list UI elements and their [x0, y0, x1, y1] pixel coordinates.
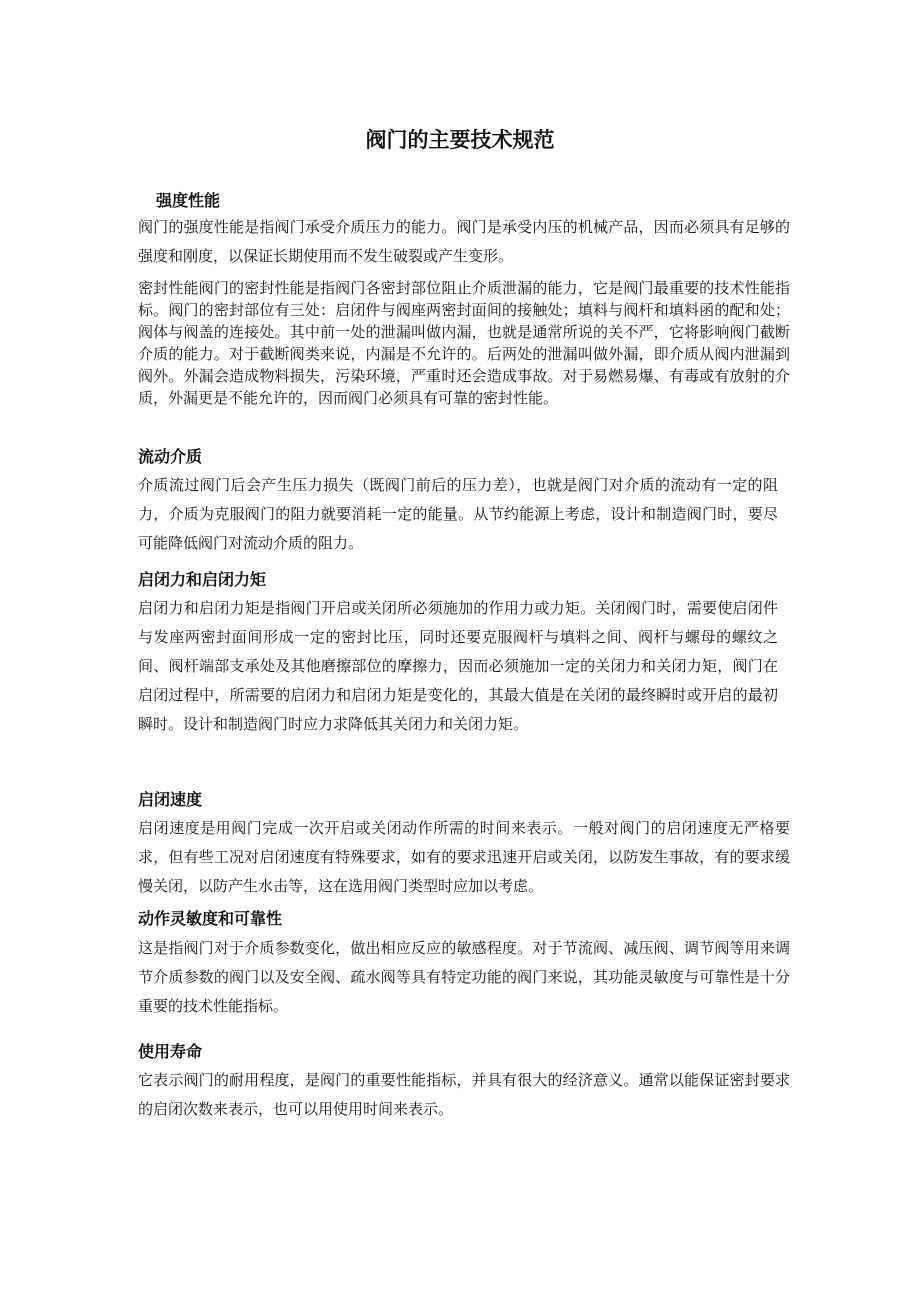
paragraph-service-life: 它表示阀门的耐用程度，是阀门的重要性能指标，并具有很大的经济意义。通常以能保证密封要求的启闭次数来表示，也可以用使用时间来表示。 — [138, 1071, 790, 1118]
section-heading-opening-speed: 启闭速度 — [138, 790, 203, 809]
paragraph-sensitivity: 这是指阀门对于介质参数变化，做出相应反应的敏感程度。对于节流阀、减压阀、调节阀等用来调节介质参数的阀门以及安全阀、疏水阀等具有特定功能的阀门来说，其功能灵敏度与可靠性是十分重要的技术性能指标。 — [138, 939, 790, 1015]
paragraph-strength: 阀门的强度性能是指阀门承受介质压力的能力。阀门是承受内压的机械产品，因而必须具有足够的强度和刚度，以保证长期使用而不发生破裂或产生变形。 — [138, 218, 790, 265]
section-heading-strength: 强度性能 — [156, 191, 221, 210]
paragraph-flow-medium: 介质流过阀门后会产生压力损失（既阀门前后的压力差），也就是阀门对介质的流动有一定的阻力，介质为克服阀门的阻力就要消耗一定的能量。从节约能源上考虑，设计和制造阀门时，要尽可能降低阀门对流动介质的阻力。 — [138, 476, 778, 552]
section-heading-service-life: 使用寿命 — [138, 1042, 203, 1061]
document-title: 阀门的主要技术规范 — [365, 128, 555, 152]
paragraph-sealing: 密封性能阀门的密封性能是指阀门各密封部位阻止介质泄漏的能力，它是阀门最重要的技术性能指标。阀门的密封部位有三处：启闭件与阀座两密封面间的接触处；填料与阀杆和填料函的配和处；阀体与阀盖的连接处。其中前一处的泄漏叫做内漏，也就是通常所说的关不严，它将影响阀门截断介质的能力。对于截断阀类来说，内漏是不允许的。后两处的泄漏叫做外漏，即介质从阀内泄漏到阀外。外漏会造成物料损失，污染环境，严重时还会造成事故。对于易燃易爆、有毒或有放射的介质，外漏更是不能允许的，因而阀门必须具有可靠的密封性能。 — [138, 279, 790, 407]
section-heading-opening-force: 启闭力和启闭力矩 — [138, 570, 267, 589]
paragraph-opening-force: 启闭力和启闭力矩是指阀门开启或关闭所必须施加的作用力或力矩。关闭阀门时，需要使启闭件与发座两密封面间形成一定的密封比压，同时还要克服阀杆与填料之间、阀杆与螺母的螺纹之间、阀杆端部支承处及其他磨擦部位的摩擦力，因而必须施加一定的关闭力和关闭力矩，阀门在启闭过程中，所需要的启闭力和启闭力矩是变化的，其最大值是在关闭的最终瞬时或开启的最初瞬时。设计和制造阀门时应力求降低其关闭力和关闭力矩。 — [138, 599, 778, 733]
paragraph-opening-speed: 启闭速度是用阀门完成一次开启或关闭动作所需的时间来表示。一般对阀门的启闭速度无严格要求，但有些工况对启闭速度有特殊要求，如有的要求迅速开启或关闭，以防发生事故，有的要求缓慢关闭，以防产生水击等，这在选用阀门类型时应加以考虑。 — [138, 819, 790, 895]
section-heading-sensitivity: 动作灵敏度和可靠性 — [138, 909, 283, 928]
section-heading-flow-medium: 流动介质 — [138, 447, 203, 466]
